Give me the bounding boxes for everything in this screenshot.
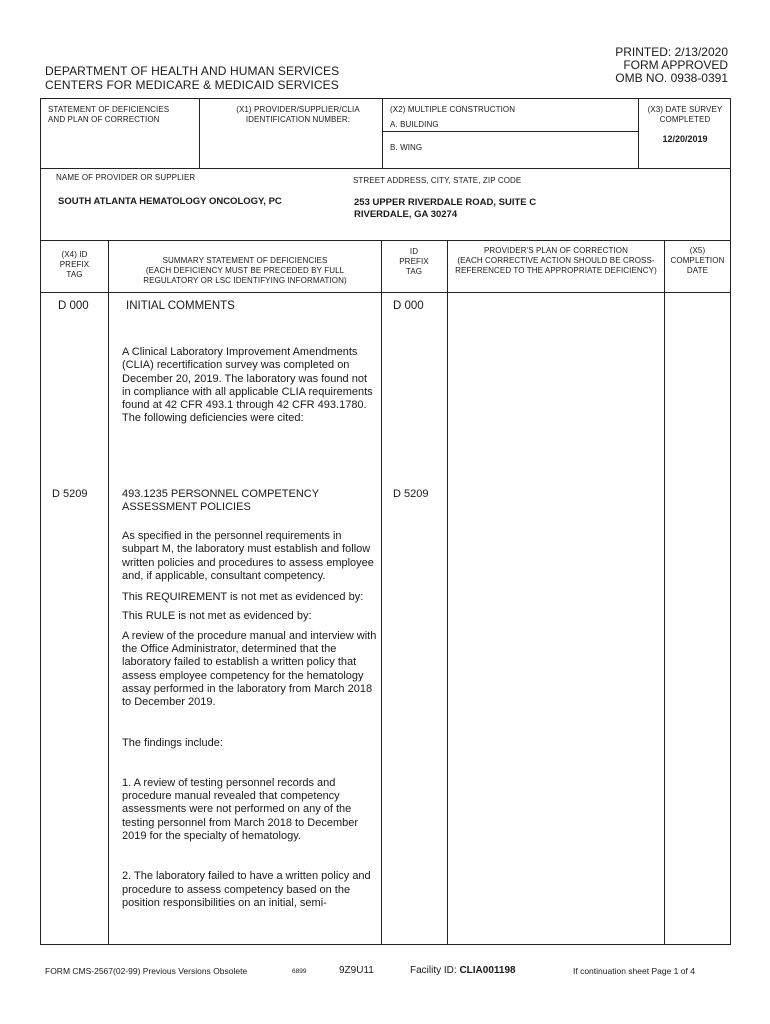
paragraph: This RULE is not met as evidenced by: — [122, 610, 312, 623]
continuation-note: If continuation sheet Page 1 of 4 — [573, 966, 695, 976]
prefix-tag-d5209: D 5209 — [52, 488, 88, 500]
initial-comments-text: A Clinical Laboratory Improvement Amendments (CLIA) recertification survey was completed on December 20, 2019. The laboratory was found not in compliance with all applicable CLIA requirements found at 42 CFR 493.1 through 42 CFR 493.1780. The following deficiencies were cited: — [122, 346, 373, 425]
event-number: 6899 — [292, 968, 307, 975]
x5-header: (X5) COMPLETION DATE — [670, 246, 725, 275]
provider-address: 253 UPPER RIVERDALE ROAD, SUITE C RIVERDALE, GA 30274 — [354, 197, 537, 220]
printed-date: PRINTED: 2/13/2020 — [615, 45, 728, 59]
paragraph: The findings include: — [122, 736, 223, 749]
prefix-tag-d000: D 000 — [58, 300, 89, 312]
paragraph: This REQUIREMENT is not met as evidenced by: — [122, 591, 364, 604]
facility-id: Facility ID: CLIA001198 — [410, 965, 516, 976]
form-header-right — [615, 46, 728, 85]
agency-name: CENTERS FOR MEDICARE & MEDICAID SERVICES — [45, 78, 339, 92]
x2-wing: B. WING — [390, 143, 423, 152]
paragraph: As specified in the personnel requirements in subpart M, the laboratory must establish and follow written policies and procedures to assess employee and, if applicable, consultant competency. — [122, 530, 374, 582]
form-number: FORM CMS-2567(02-99) Previous Versions Obsolete — [45, 966, 248, 976]
x3-label: (X3) DATE SURVEY COMPLETED — [647, 105, 723, 124]
paragraph: 1. A review of testing personnel records and procedure manual revealed that competency assessments were not performed on any of the testing personnel from March 2018 to December 2019 for the specialty of hematology. — [122, 776, 359, 843]
department-name: DEPARTMENT OF HEALTH AND HUMAN SERVICES — [45, 64, 340, 78]
d5209-findings — [122, 530, 380, 918]
paragraph: A review of the procedure manual and interview with the Office Administrator, determined that the laboratory failed to establish a written policy that assess employee competency for the hematology assay performed in the laboratory from March 2018 to December 2019. — [122, 629, 377, 709]
id-tag-d5209: D 5209 — [393, 488, 429, 500]
omb-number: OMB NO. 0938-0391 — [615, 71, 728, 85]
provider-name: SOUTH ATLANTA HEMATOLOGY ONCOLOGY, PC — [58, 196, 282, 207]
survey-date: 12/20/2019 — [662, 134, 708, 144]
department-header — [45, 64, 339, 92]
x2-label: (X2) MULTIPLE CONSTRUCTION — [390, 105, 516, 114]
address-label: STREET ADDRESS, CITY, STATE, ZIP CODE — [353, 176, 522, 185]
form-approved: FORM APPROVED — [623, 58, 728, 72]
x2-building: A. BUILDING — [390, 120, 439, 129]
event-id: 9Z9U11 — [339, 965, 374, 976]
summary-header: SUMMARY STATEMENT OF DEFICIENCIES (EACH DEFICIENCY MUST BE PRECEDED BY FULL REGULATORY OR LSC IDENTIFYING INFORMATION) — [143, 256, 347, 285]
x1-label: (X1) PROVIDER/SUPPLIER/CLIA IDENTIFICATION NUMBER: — [236, 105, 360, 124]
d5209-title: 493.1235 PERSONNEL COMPETENCY ASSESSMENT POLICIES — [122, 488, 319, 514]
paragraph: 2. The laboratory failed to have a written policy and procedure to assess competency based on the position responsibilities on an initial, semi- — [122, 870, 371, 909]
plan-header: PROVIDER'S PLAN OF CORRECTION (EACH CORRECTIVE ACTION SHOULD BE CROSS- REFERENCED TO THE APPROPRIATE DEFICIENCY) — [455, 246, 657, 275]
x4-header: (X4) ID PREFIX TAG — [59, 250, 90, 279]
provider-name-label: NAME OF PROVIDER OR SUPPLIER — [56, 173, 196, 182]
statement-label: STATEMENT OF DEFICIENCIES AND PLAN OF CORRECTION — [48, 105, 170, 124]
initial-comments-title: INITIAL COMMENTS — [126, 300, 235, 312]
id-tag-d000: D 000 — [393, 300, 424, 312]
id-header: ID PREFIX TAG — [399, 247, 429, 276]
